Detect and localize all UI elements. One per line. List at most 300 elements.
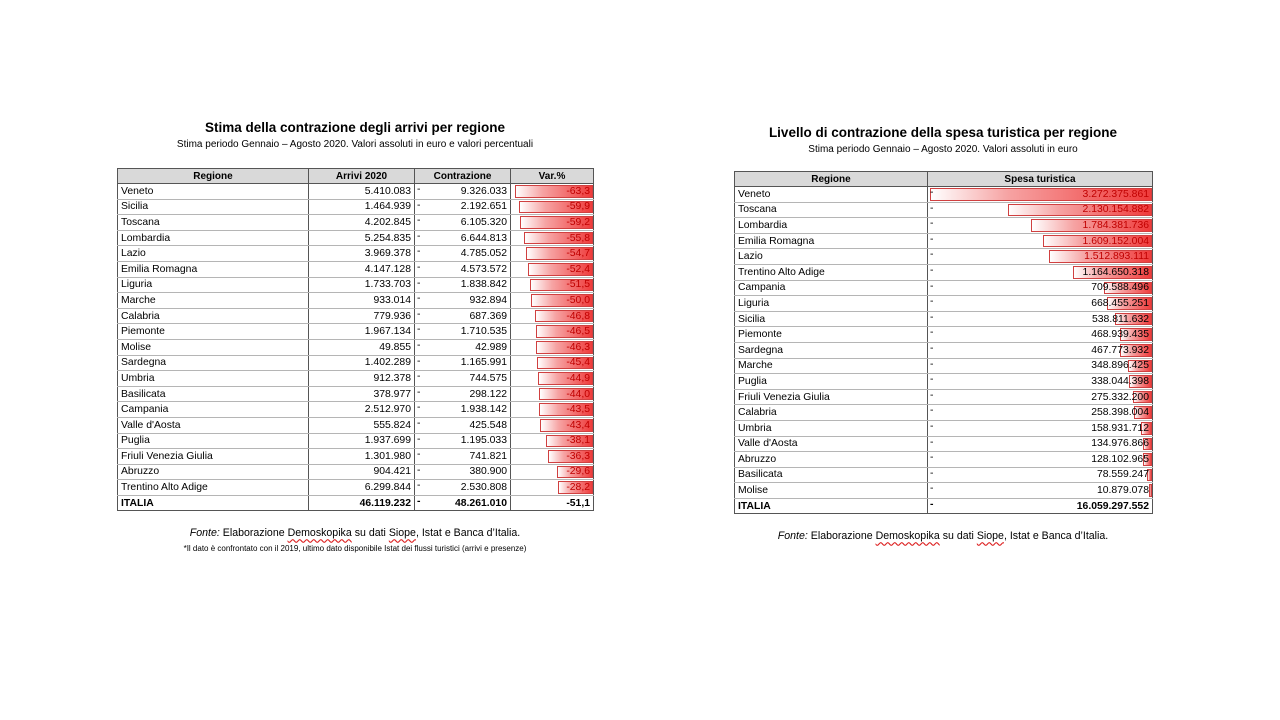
cell-regione: Basilicata — [735, 467, 928, 483]
source-demoskopika: Demoskopika — [875, 530, 940, 543]
cell-regione: Abruzzo — [735, 452, 928, 468]
arrivals-title: Stima della contrazione degli arrivi per regione — [204, 120, 506, 135]
dash-marker: - — [417, 433, 421, 445]
contrazione-value: 2.530.808 — [460, 482, 507, 494]
cell-contrazione — [415, 261, 511, 277]
cell-arrivi: 933.014 — [309, 293, 415, 309]
cell-regione: Abruzzo — [118, 464, 309, 480]
dash-marker: - — [417, 246, 421, 258]
cell-arrivi: 1.301.980 — [309, 449, 415, 465]
cell-regione: Liguria — [735, 296, 928, 312]
spesa-value: 10.879.078 — [1096, 485, 1149, 497]
table-row — [118, 433, 594, 449]
spending-panel — [734, 125, 1152, 542]
table-row — [735, 358, 1153, 374]
cell-arrivi: 5.410.083 — [309, 184, 415, 200]
cell-spesa — [928, 405, 1153, 421]
var-value: -55,8 — [566, 232, 590, 244]
contrazione-value: 380.900 — [469, 466, 507, 478]
var-value: -45,4 — [566, 357, 590, 369]
cell-var — [511, 402, 594, 418]
cell-contrazione — [415, 480, 511, 496]
dash-marker: - — [930, 420, 934, 432]
var-value: -51,1 — [566, 497, 590, 509]
table-row — [118, 324, 594, 340]
cell-spesa — [928, 187, 1153, 203]
total-row — [735, 498, 1153, 514]
cell-arrivi: 1.464.939 — [309, 199, 415, 215]
cell-var — [511, 371, 594, 387]
dash-marker: - — [417, 184, 421, 195]
cell-regione: Emilia Romagna — [118, 261, 309, 277]
spesa-value: 78.559.247 — [1096, 469, 1149, 481]
contrazione-value: 4.785.052 — [460, 248, 507, 260]
table-row — [735, 296, 1153, 312]
source-text-mid: su dati — [351, 527, 389, 540]
cell-regione: Calabria — [735, 405, 928, 421]
cell-spesa — [928, 280, 1153, 296]
spesa-value: 1.609.152.004 — [1082, 235, 1149, 247]
contrazione-value: 1.165.991 — [460, 357, 507, 369]
spesa-value: 2.130.154.882 — [1082, 204, 1149, 216]
cell-var — [511, 184, 594, 200]
cell-arrivi: 1.402.289 — [309, 355, 415, 371]
var-value: -63,3 — [566, 185, 590, 197]
table-row — [118, 199, 594, 215]
contrazione-value: 932.894 — [469, 294, 507, 306]
dash-marker: - — [930, 311, 934, 323]
cell-regione: Toscana — [118, 215, 309, 231]
table-row — [118, 215, 594, 231]
spesa-value: 258.398.004 — [1091, 407, 1149, 419]
var-value: -44,0 — [566, 388, 590, 400]
dash-marker: - — [417, 464, 421, 476]
spesa-value: 134.976.866 — [1091, 438, 1149, 450]
table-row — [735, 405, 1153, 421]
cell-regione: Piemonte — [735, 327, 928, 343]
dash-marker: - — [930, 358, 934, 370]
cell-var — [511, 293, 594, 309]
source-text-post: , Istat e Banca d’Italia. — [415, 527, 521, 540]
cell-spesa — [928, 311, 1153, 327]
table-row — [118, 184, 594, 200]
spesa-value: 538.811.632 — [1091, 313, 1149, 325]
cell-arrivi: 1.733.703 — [309, 277, 415, 293]
cell-regione: Emilia Romagna — [735, 233, 928, 249]
table-row — [118, 371, 594, 387]
cell-var — [511, 324, 594, 340]
source-demoskopika: Demoskopika — [287, 527, 352, 540]
table-row — [735, 420, 1153, 436]
total-row — [118, 495, 594, 511]
dash-marker: - — [417, 277, 421, 289]
cell-contrazione — [415, 339, 511, 355]
var-value: -46,3 — [566, 341, 590, 353]
dash-marker: - — [417, 480, 421, 492]
dash-marker: - — [930, 233, 934, 245]
cell-regione: Puglia — [735, 374, 928, 390]
cell-contrazione — [415, 464, 511, 480]
var-value: -36,3 — [566, 450, 590, 462]
table-row — [735, 311, 1153, 327]
cell-contrazione — [415, 417, 511, 433]
spending-header-row — [735, 172, 1153, 187]
table-row — [735, 389, 1153, 405]
dash-marker: - — [417, 371, 421, 383]
contrazione-value: 1.838.842 — [460, 279, 507, 291]
source-label: Fonte: — [777, 530, 808, 543]
cell-regione: Lombardia — [735, 218, 928, 234]
arrivals-header-row — [118, 169, 594, 184]
spesa-value: 16.059.297.552 — [1076, 500, 1149, 512]
spesa-value: 709.588.496 — [1091, 282, 1149, 294]
cell-regione: Friuli Venezia Giulia — [118, 449, 309, 465]
source-label: Fonte: — [189, 527, 220, 540]
table-row — [118, 308, 594, 324]
table-row — [118, 261, 594, 277]
dash-marker: - — [417, 324, 421, 336]
cell-spesa — [928, 483, 1153, 499]
cell-contrazione — [415, 308, 511, 324]
header-arrivi: Arrivi 2020 — [309, 169, 415, 184]
var-value: -51,5 — [566, 279, 590, 291]
spesa-bar — [1149, 484, 1152, 497]
table-row — [735, 327, 1153, 343]
source-text-pre: Elaborazione — [807, 530, 876, 543]
cell-regione: Lazio — [118, 246, 309, 262]
dash-marker: - — [930, 327, 934, 339]
header-var: Var.% — [511, 169, 594, 184]
dash-marker: - — [417, 495, 421, 507]
spesa-value: 1.512.893.111 — [1084, 251, 1149, 263]
table-row — [735, 452, 1153, 468]
cell-arrivi: 4.202.845 — [309, 215, 415, 231]
table-row — [118, 339, 594, 355]
arrivals-table — [117, 168, 594, 511]
cell-regione: Campania — [118, 402, 309, 418]
table-row — [735, 467, 1153, 483]
cell-arrivi: 904.421 — [309, 464, 415, 480]
cell-contrazione — [415, 277, 511, 293]
cell-var — [511, 495, 594, 511]
cell-contrazione — [415, 246, 511, 262]
source-text-post: , Istat e Banca d’Italia. — [1003, 530, 1109, 543]
source-text-mid: su dati — [939, 530, 977, 543]
spesa-value: 275.332.200 — [1091, 391, 1149, 403]
cell-arrivi: 49.855 — [309, 339, 415, 355]
var-value: -59,2 — [566, 216, 590, 228]
cell-var — [511, 386, 594, 402]
contrazione-value: 1.710.535 — [460, 326, 507, 338]
source-siope: Siope — [388, 527, 416, 540]
cell-regione: Liguria — [118, 277, 309, 293]
dash-marker: - — [930, 452, 934, 464]
source-siope: Siope — [976, 530, 1004, 543]
cell-regione: Piemonte — [118, 324, 309, 340]
table-row — [118, 386, 594, 402]
cell-regione: Sardegna — [118, 355, 309, 371]
cell-regione: Lombardia — [118, 230, 309, 246]
cell-regione: Basilicata — [118, 386, 309, 402]
cell-regione: Veneto — [735, 187, 928, 203]
table-row — [118, 277, 594, 293]
contrazione-value: 2.192.651 — [460, 201, 507, 213]
spesa-value: 467.773.932 — [1091, 344, 1149, 356]
cell-spesa — [928, 498, 1153, 514]
contrazione-value: 425.548 — [469, 419, 507, 431]
cell-var — [511, 417, 594, 433]
table-row — [118, 402, 594, 418]
dash-marker: - — [417, 339, 421, 351]
cell-arrivi: 2.512.970 — [309, 402, 415, 418]
dash-marker: - — [417, 293, 421, 305]
cell-regione: Umbria — [735, 420, 928, 436]
spesa-value: 668.455.251 — [1091, 297, 1149, 309]
dash-marker: - — [417, 449, 421, 461]
dash-marker: - — [930, 202, 934, 214]
var-value: -43,5 — [566, 404, 590, 416]
cell-spesa — [928, 202, 1153, 218]
cell-spesa — [928, 467, 1153, 483]
spesa-value: 1.164.650.318 — [1082, 266, 1149, 278]
spending-source — [734, 530, 1152, 542]
cell-spesa — [928, 218, 1153, 234]
contrazione-value: 6.105.320 — [460, 216, 507, 228]
cell-var — [511, 261, 594, 277]
cell-regione: Friuli Venezia Giulia — [735, 389, 928, 405]
dash-marker: - — [930, 264, 934, 276]
spending-table-body — [735, 187, 1153, 514]
cell-spesa — [928, 249, 1153, 265]
spesa-value: 348.896.425 — [1091, 360, 1149, 372]
cell-arrivi: 555.824 — [309, 417, 415, 433]
cell-contrazione — [415, 495, 511, 511]
var-value: -50,0 — [566, 294, 590, 306]
header-contrazione: Contrazione — [415, 169, 511, 184]
dash-marker: - — [417, 308, 421, 320]
cell-var — [511, 308, 594, 324]
dash-marker: - — [930, 498, 934, 510]
cell-contrazione — [415, 184, 511, 200]
cell-arrivi: 5.254.835 — [309, 230, 415, 246]
cell-var — [511, 215, 594, 231]
contrazione-value: 1.195.033 — [460, 435, 507, 447]
contrazione-value: 744.575 — [469, 372, 507, 384]
cell-var — [511, 230, 594, 246]
var-value: -29,6 — [566, 466, 590, 478]
cell-regione: ITALIA — [118, 495, 309, 511]
cell-contrazione — [415, 371, 511, 387]
spending-title: Livello di contrazione della spesa turistica per regione — [768, 125, 1118, 140]
header-regione: Regione — [118, 169, 309, 184]
cell-regione: Calabria — [118, 308, 309, 324]
dash-marker: - — [930, 389, 934, 401]
cell-contrazione — [415, 293, 511, 309]
cell-spesa — [928, 264, 1153, 280]
table-row — [735, 342, 1153, 358]
spesa-value: 128.102.965 — [1091, 453, 1149, 465]
cell-spesa — [928, 296, 1153, 312]
cell-arrivi: 779.936 — [309, 308, 415, 324]
cell-regione: Campania — [735, 280, 928, 296]
table-row — [118, 230, 594, 246]
table-row — [118, 355, 594, 371]
cell-regione: ITALIA — [735, 498, 928, 514]
cell-contrazione — [415, 449, 511, 465]
cell-arrivi: 1.967.134 — [309, 324, 415, 340]
cell-contrazione — [415, 215, 511, 231]
cell-var — [511, 355, 594, 371]
contrazione-value: 1.938.142 — [460, 404, 507, 416]
table-row — [118, 246, 594, 262]
cell-arrivi: 1.937.699 — [309, 433, 415, 449]
cell-spesa — [928, 389, 1153, 405]
cell-spesa — [928, 452, 1153, 468]
header-spesa: Spesa turistica — [928, 172, 1153, 187]
spesa-value: 338.044.398 — [1091, 375, 1149, 387]
spesa-value: 468.939.435 — [1091, 329, 1149, 341]
dash-marker: - — [417, 230, 421, 242]
table-row — [118, 293, 594, 309]
cell-regione: Lazio — [735, 249, 928, 265]
table-row — [735, 218, 1153, 234]
cell-spesa — [928, 436, 1153, 452]
cell-arrivi: 912.378 — [309, 371, 415, 387]
dash-marker: - — [930, 187, 934, 198]
var-value: -38,1 — [566, 435, 590, 447]
cell-contrazione — [415, 402, 511, 418]
dash-marker: - — [930, 374, 934, 386]
dash-marker: - — [930, 436, 934, 448]
dash-marker: - — [930, 280, 934, 292]
cell-regione: Valle d'Aosta — [735, 436, 928, 452]
cell-regione: Sardegna — [735, 342, 928, 358]
table-row — [118, 480, 594, 496]
dash-marker: - — [417, 199, 421, 211]
dash-marker: - — [930, 296, 934, 308]
cell-contrazione — [415, 386, 511, 402]
var-value: -46,5 — [566, 326, 590, 338]
header-regione: Regione — [735, 172, 928, 187]
var-value: -44,9 — [566, 372, 590, 384]
table-row — [735, 202, 1153, 218]
dash-marker: - — [417, 386, 421, 398]
cell-regione: Toscana — [735, 202, 928, 218]
dash-marker: - — [417, 402, 421, 414]
table-row — [735, 280, 1153, 296]
var-value: -52,4 — [566, 263, 590, 275]
cell-spesa — [928, 420, 1153, 436]
cell-contrazione — [415, 230, 511, 246]
arrivals-footnote: *Il dato è confrontato con il 2019, ultimo dato disponibile Istat dei flussi turistici (arrivi e presenze) — [183, 544, 527, 554]
cell-var — [511, 464, 594, 480]
table-row — [118, 464, 594, 480]
cell-regione: Marche — [735, 358, 928, 374]
cell-arrivi: 6.299.844 — [309, 480, 415, 496]
cell-regione: Trentino Alto Adige — [735, 264, 928, 280]
cell-var — [511, 449, 594, 465]
cell-var — [511, 339, 594, 355]
cell-contrazione — [415, 355, 511, 371]
spending-subtitle: Stima periodo Gennaio – Agosto 2020. Valori assoluti in euro — [808, 144, 1078, 155]
table-row — [735, 233, 1153, 249]
arrivals-table-body — [118, 184, 594, 511]
contrazione-value: 48.261.010 — [454, 497, 507, 509]
cell-var — [511, 277, 594, 293]
contrazione-value: 4.573.572 — [460, 263, 507, 275]
cell-regione: Valle d'Aosta — [118, 417, 309, 433]
cell-var — [511, 433, 594, 449]
contrazione-value: 298.122 — [469, 388, 507, 400]
cell-spesa — [928, 233, 1153, 249]
cell-var — [511, 199, 594, 215]
cell-regione: Sicilia — [735, 311, 928, 327]
contrazione-value: 9.326.033 — [460, 185, 507, 197]
cell-regione: Puglia — [118, 433, 309, 449]
arrivals-source — [117, 527, 593, 539]
arrivals-subtitle: Stima periodo Gennaio – Agosto 2020. Valori assoluti in euro e valori percentuali — [176, 139, 534, 150]
cell-regione: Marche — [118, 293, 309, 309]
cell-var — [511, 480, 594, 496]
contrazione-value: 42.989 — [475, 341, 507, 353]
cell-arrivi: 46.119.232 — [309, 495, 415, 511]
cell-contrazione — [415, 324, 511, 340]
cell-regione: Trentino Alto Adige — [118, 480, 309, 496]
contrazione-value: 741.821 — [469, 450, 507, 462]
table-row — [735, 187, 1153, 203]
cell-spesa — [928, 342, 1153, 358]
cell-regione: Molise — [735, 483, 928, 499]
table-row — [735, 264, 1153, 280]
dash-marker: - — [930, 218, 934, 230]
spesa-value: 1.784.381.736 — [1082, 219, 1149, 231]
cell-var — [511, 246, 594, 262]
table-row — [735, 249, 1153, 265]
dash-marker: - — [417, 417, 421, 429]
cell-regione: Veneto — [118, 184, 309, 200]
cell-contrazione — [415, 199, 511, 215]
dash-marker: - — [930, 405, 934, 417]
cell-contrazione — [415, 433, 511, 449]
cell-spesa — [928, 327, 1153, 343]
dash-marker: - — [930, 467, 934, 479]
cell-arrivi: 3.969.378 — [309, 246, 415, 262]
cell-regione: Molise — [118, 339, 309, 355]
dash-marker: - — [417, 355, 421, 367]
cell-spesa — [928, 358, 1153, 374]
cell-arrivi: 4.147.128 — [309, 261, 415, 277]
var-value: -59,9 — [566, 201, 590, 213]
dash-marker: - — [930, 249, 934, 261]
table-row — [118, 449, 594, 465]
var-value: -43,4 — [566, 419, 590, 431]
cell-regione: Sicilia — [118, 199, 309, 215]
arrivals-panel — [117, 120, 593, 553]
table-row — [118, 417, 594, 433]
source-text-pre: Elaborazione — [219, 527, 288, 540]
cell-spesa — [928, 374, 1153, 390]
var-value: -28,2 — [566, 482, 590, 494]
table-row — [735, 483, 1153, 499]
var-value: -46,8 — [566, 310, 590, 322]
dash-marker: - — [930, 342, 934, 354]
spending-table — [734, 171, 1153, 514]
contrazione-value: 6.644.813 — [460, 232, 507, 244]
cell-arrivi: 378.977 — [309, 386, 415, 402]
spesa-value: 158.931.712 — [1091, 422, 1149, 434]
dash-marker: - — [417, 215, 421, 227]
cell-regione: Umbria — [118, 371, 309, 387]
